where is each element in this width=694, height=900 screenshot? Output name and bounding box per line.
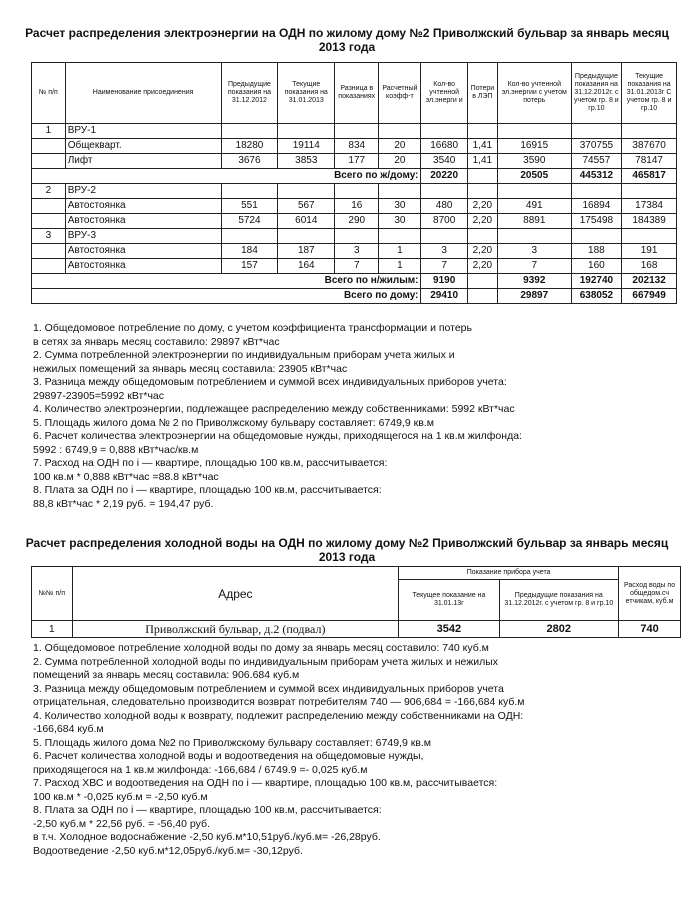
table-cell: ВРУ-2 [65, 184, 221, 199]
table-cell: 3540 [421, 154, 467, 169]
electricity-title-line1: Расчет распределения электроэнергии на ОДН по жилому дому №2 Приволжский бульвар за январь месяц [25, 26, 669, 40]
table-cell: 188 [571, 244, 622, 259]
table-cell [379, 124, 421, 139]
table-cell: 3 [421, 244, 467, 259]
header-previous: Предыдущие показания на 31.12.2012г. с учетом гр. 8 и гр.10 [499, 580, 619, 621]
table-cell: Автостоянка [65, 244, 221, 259]
note-line: 100 кв.м * 0,888 кВт*час =88.8 кВт*час [33, 470, 219, 483]
water-row-flow: 740 [619, 621, 681, 638]
electricity-title-line2: 2013 года [318, 40, 376, 54]
table-cell: 387670 [622, 139, 677, 154]
table-cell: 3 [497, 244, 571, 259]
table-cell [467, 229, 497, 244]
note-line: 4. Количество холодной воды к возврату, подлежит распределению между собственниками на ОДН: [33, 709, 524, 722]
header-cell: Текущие показания на 31.01.2013 [278, 63, 335, 124]
table-cell: 16 [335, 199, 379, 214]
table-cell: 7 [335, 259, 379, 274]
table-cell: 3 [32, 229, 66, 244]
water-title [10, 536, 684, 564]
water-table-header-row1 [32, 567, 681, 580]
header-cell: Наименование присоединения [65, 63, 221, 124]
table-cell: 638052 [571, 289, 622, 304]
table-cell [467, 124, 497, 139]
table-cell: 157 [221, 259, 278, 274]
table-cell: 567 [278, 199, 335, 214]
header-cell: № п/п [32, 63, 66, 124]
table-cell: 1,41 [467, 154, 497, 169]
table-cell [467, 184, 497, 199]
note-line: 100 кв.м * -0,025 куб.м = -2,50 куб.м [33, 790, 208, 803]
note-line: 1. Общедомовое потребление по дому, с учетом коэффициента трансформации и потерь [33, 322, 472, 334]
note-line: 7. Расход на ОДН по i — квартире, площадью 100 кв.м, рассчитывается: [33, 457, 388, 469]
table-cell: ВРУ-1 [65, 124, 221, 139]
table-cell [221, 124, 278, 139]
table-cell [278, 184, 335, 199]
table-row [32, 139, 677, 154]
table-cell [278, 229, 335, 244]
table-cell [571, 124, 622, 139]
table-cell: 16894 [571, 199, 622, 214]
table-cell: 290 [335, 214, 379, 229]
table-cell: 5724 [221, 214, 278, 229]
table-cell: Лифт [65, 154, 221, 169]
table-cell: 2,20 [467, 259, 497, 274]
water-row-num: 1 [32, 621, 73, 638]
note-line: 8. Плата за ОДН по i — квартире, площадью 100 кв.м, рассчитывается: [33, 484, 382, 496]
note-line: 3. Разница между общедомовым потреблением и суммой всех индивидуальных приборов учета: [33, 376, 507, 388]
header-cell: Текущие показания на 31.01.2013г С учетом гр. 8 и гр.10 [622, 63, 677, 124]
table-cell [335, 124, 379, 139]
table-cell: 2 [32, 184, 66, 199]
table-cell: 78147 [622, 154, 677, 169]
table-row [32, 169, 677, 184]
table-cell [421, 124, 467, 139]
header-cell: Кол-во учтенной эл.энерги и [421, 63, 467, 124]
header-cell: Предыдущие показания на 31.12.2012г. с учетом гр. 8 и гр.10 [571, 63, 622, 124]
table-cell [32, 154, 66, 169]
table-cell [379, 229, 421, 244]
table-cell [497, 124, 571, 139]
table-cell: 20 [379, 154, 421, 169]
table-cell [32, 259, 66, 274]
note-line: 7. Расход ХВС и водоотведения на ОДН по i — квартире, площадью 100 кв.м, рассчитывается: [33, 777, 498, 789]
note-line: 2. Сумма потребленной холодной воды по индивидуальным приборам учета жилых и нежилых [33, 655, 499, 668]
table-cell: 2,20 [467, 244, 497, 259]
note-line: 1. Общедомовое потребление холодной воды по дому за январь месяц составило: 740 куб.м [33, 642, 489, 654]
table-row [32, 214, 677, 229]
table-cell: 29410 [421, 289, 467, 304]
table-cell: 17384 [622, 199, 677, 214]
note-line: в т.ч. Холодное водоснабжение -2,50 куб.м*10,51руб./куб.м= -26,28руб. [33, 831, 381, 843]
table-cell [467, 169, 497, 184]
table-cell: 465817 [622, 169, 677, 184]
table-cell: 20 [379, 139, 421, 154]
table-cell: 3853 [278, 154, 335, 169]
table-cell: 834 [335, 139, 379, 154]
table-cell: 1 [379, 244, 421, 259]
note-line: 88,8 кВт*час * 2,19 руб. = 194,47 руб. [33, 497, 214, 510]
table-cell: 3 [335, 244, 379, 259]
table-cell: 18280 [221, 139, 278, 154]
table-cell [32, 214, 66, 229]
table-row [32, 199, 677, 214]
note-line: 29897-23905=5992 кВт*час [33, 389, 165, 402]
table-cell: 7 [421, 259, 467, 274]
note-line: 5. Площадь жилого дома №2 по Приволжскому бульвару составляет: 6749,9 кв.м [33, 736, 432, 749]
table-row [32, 259, 677, 274]
note-line: 2. Сумма потребленной электроэнергии по индивидуальным приборам учета жилых и [33, 349, 455, 361]
table-cell: 16915 [497, 139, 571, 154]
table-cell: 20220 [421, 169, 467, 184]
table-cell: 177 [335, 154, 379, 169]
table-cell: Автостоянка [65, 259, 221, 274]
table-cell: 491 [497, 199, 571, 214]
table-cell [32, 199, 66, 214]
table-cell: 168 [622, 259, 677, 274]
note-line: 3. Разница между общедомовым потреблением и суммой всех индивидуальных приборов учета [33, 682, 504, 695]
table-cell [467, 274, 497, 289]
table-cell [622, 124, 677, 139]
note-line: 5992 : 6749,9 = 0,888 кВт*час/кв.м [33, 443, 199, 456]
table-cell: Всего по ж/дому: [32, 169, 421, 184]
table-cell [32, 139, 66, 154]
note-line: приходящегося на 1 кв.м жилфонда: -166,684 / 6749.9 =- 0,025 куб.м [33, 763, 368, 776]
water-table [31, 566, 681, 638]
water-title-line1: Расчет распределения холодной воды на ОДН по жилому дому №2 Приволжский бульвар за январь месяц [25, 536, 669, 550]
table-cell [221, 184, 278, 199]
table-cell: 30 [379, 214, 421, 229]
table-cell [571, 229, 622, 244]
table-cell: 164 [278, 259, 335, 274]
table-cell: 175498 [571, 214, 622, 229]
table-cell [622, 184, 677, 199]
table-row [32, 184, 677, 199]
table-cell [221, 229, 278, 244]
table-cell: 3676 [221, 154, 278, 169]
table-row [32, 154, 677, 169]
table-cell [421, 184, 467, 199]
header-address: Адрес [72, 567, 399, 621]
table-cell: 2,20 [467, 199, 497, 214]
table-cell: 6014 [278, 214, 335, 229]
note-line: нежилых помещений за январь месяц составила: 23905 кВт*час [33, 362, 348, 375]
table-row [32, 229, 677, 244]
water-notes [33, 642, 683, 858]
table-cell [622, 229, 677, 244]
table-cell: 667949 [622, 289, 677, 304]
header-cell: Расчетный коэфф-т [379, 63, 421, 124]
table-cell [571, 184, 622, 199]
table-cell: 9392 [497, 274, 571, 289]
header-cell: Кол-во учтенной эл.энергии с учетом потерь [497, 63, 571, 124]
table-cell: 370755 [571, 139, 622, 154]
table-cell [497, 229, 571, 244]
water-row-address: Приволжский бульвар, д.2 (подвал) [72, 621, 399, 638]
header-cell: Предыдущие показания на 31.12.2012 [221, 63, 278, 124]
table-cell: 191 [622, 244, 677, 259]
table-cell [335, 184, 379, 199]
water-row-current: 3542 [399, 621, 499, 638]
table-cell [335, 229, 379, 244]
table-cell: 202132 [622, 274, 677, 289]
header-current: Текущее показание на 31.01.13г [399, 580, 499, 621]
table-cell: 187 [278, 244, 335, 259]
table-cell: 1 [32, 124, 66, 139]
table-cell: 3590 [497, 154, 571, 169]
table-cell: 29897 [497, 289, 571, 304]
table-cell: 160 [571, 259, 622, 274]
header-num: №№ п/п [32, 567, 73, 621]
table-row [32, 621, 681, 638]
table-row [32, 124, 677, 139]
table-cell: 8891 [497, 214, 571, 229]
table-cell: Автостоянка [65, 214, 221, 229]
table-cell [421, 229, 467, 244]
note-line: 6. Расчет количества холодной воды и водоотведения на общедомовые нужды, [33, 750, 424, 762]
table-cell: Всего по дому: [32, 289, 421, 304]
table-cell: 8700 [421, 214, 467, 229]
note-line: 6. Расчет количества электроэнергии на общедомовые нужды, приходящегося на 1 кв.м жилфонда: [33, 430, 522, 442]
table-cell: 445312 [571, 169, 622, 184]
table-cell: ВРУ-3 [65, 229, 221, 244]
electricity-notes [33, 322, 683, 511]
table-cell: 9190 [421, 274, 467, 289]
table-cell [32, 244, 66, 259]
table-row [32, 274, 677, 289]
note-line: отрицательная, следовательно производится возврат потребителям 740 — 906,684 = -166,684 куб.м [33, 696, 525, 708]
note-line: -166,684 куб.м [33, 723, 104, 735]
table-cell: 551 [221, 199, 278, 214]
table-cell [379, 184, 421, 199]
table-cell: 74557 [571, 154, 622, 169]
table-cell: 19114 [278, 139, 335, 154]
table-cell [278, 124, 335, 139]
table-cell: 16680 [421, 139, 467, 154]
table-cell: 20505 [497, 169, 571, 184]
note-line: Водоотведение -2,50 куб.м*12,05руб./куб.м= -30,12руб. [33, 844, 303, 857]
table-cell: 2,20 [467, 214, 497, 229]
header-cell: Разница в показаниях [335, 63, 379, 124]
electricity-title [10, 26, 684, 54]
table-cell: Общекварт. [65, 139, 221, 154]
note-line: помещений за январь месяц составила: 906.684 куб.м [33, 669, 300, 681]
note-line: 5. Площадь жилого дома № 2 по Приволжскому бульвару составляет: 6749,9 кв.м [33, 416, 434, 429]
table-row [32, 289, 677, 304]
table-cell: Автостоянка [65, 199, 221, 214]
table-cell: Всего по н/жилым: [32, 274, 421, 289]
table-cell: 480 [421, 199, 467, 214]
table-cell [467, 289, 497, 304]
table-cell: 184389 [622, 214, 677, 229]
table-row [32, 244, 677, 259]
table-cell: 1,41 [467, 139, 497, 154]
note-line: в сетях за январь месяц составило: 29897 кВт*час [33, 335, 280, 348]
note-line: -2,50 куб.м * 22,56 руб. = -56,40 руб. [33, 817, 210, 830]
note-line: 8. Плата за ОДН по i — квартире, площадью 100 кв.м, рассчитывается: [33, 804, 382, 816]
table-cell: 192740 [571, 274, 622, 289]
table-cell: 30 [379, 199, 421, 214]
header-flow: Расход воды по общедом.сч етчикам, куб.м [619, 567, 681, 621]
header-cell: Потери в ЛЭП [467, 63, 497, 124]
table-cell: 7 [497, 259, 571, 274]
table-cell: 1 [379, 259, 421, 274]
table-cell [497, 184, 571, 199]
electricity-table-header [32, 63, 677, 124]
table-cell: 184 [221, 244, 278, 259]
electricity-table [31, 62, 677, 304]
note-line: 4. Количество электроэнергии, подлежащее распределению между собственниками: 5992 кВт*час [33, 403, 515, 415]
water-title-line2: 2013 года [318, 550, 376, 564]
water-row-previous: 2802 [499, 621, 619, 638]
header-meter-group: Показание прибора учета [399, 567, 619, 580]
